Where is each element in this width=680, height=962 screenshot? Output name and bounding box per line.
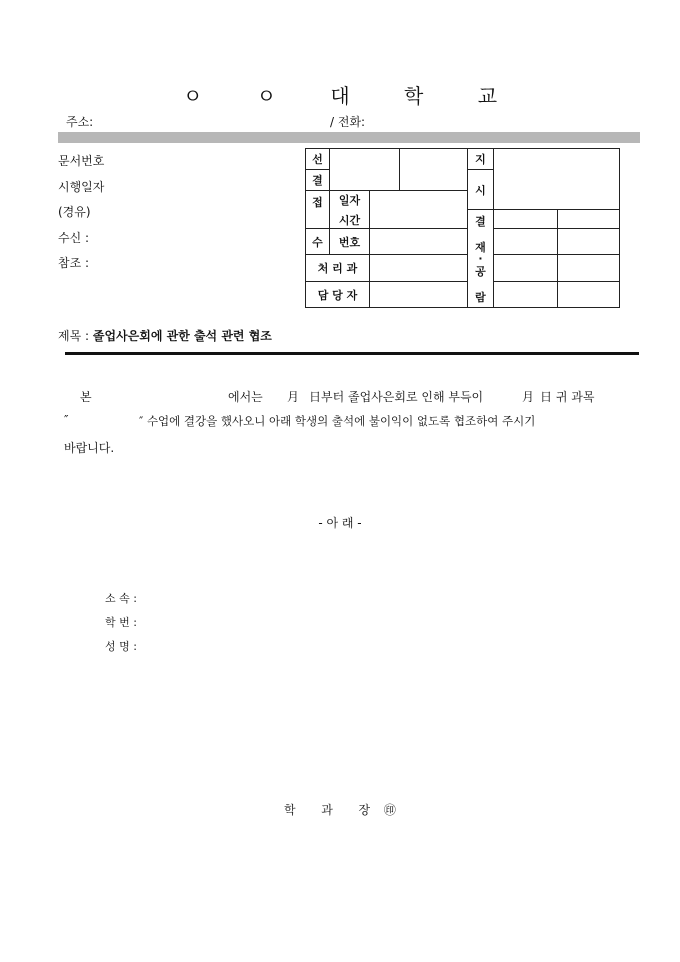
- gyeol2-char: 결: [475, 214, 486, 228]
- approval-cell-3b: [558, 255, 620, 282]
- doc-number-label: 문서번호: [58, 154, 105, 168]
- si-cell: 시: [468, 170, 494, 210]
- su-cell: 수: [306, 229, 330, 255]
- jae-char: 재: [475, 240, 486, 254]
- date-label: 일자: [338, 193, 361, 207]
- body-l1-b: 에서는: [228, 390, 263, 404]
- body-l3: 바랍니다.: [64, 441, 115, 455]
- subject-text: 졸업사은회에 관한 출석 관련 협조: [92, 329, 272, 343]
- ji-cell: 지: [468, 149, 494, 170]
- dot-char: ·: [478, 251, 483, 265]
- approval-cell-2b: [558, 229, 620, 255]
- gyeol-cell: 결: [306, 170, 330, 191]
- approval-cell-4b: [558, 282, 620, 308]
- body-l1-c: 月: [287, 390, 300, 404]
- approval-cell-4a: [494, 282, 558, 308]
- person-blank: [370, 282, 468, 308]
- approval-cell-3a: [494, 255, 558, 282]
- seon-blank-1: [330, 149, 400, 191]
- approval-cell-2a: [494, 229, 558, 255]
- instruction-blank: [494, 149, 620, 210]
- signer-title: 학 과 장: [284, 803, 377, 817]
- affiliation-label: 소 속 :: [105, 592, 137, 605]
- body-l1-e: 月: [522, 390, 535, 404]
- ram-char: 람: [475, 290, 486, 304]
- title-char-5: 교: [477, 84, 498, 108]
- title-char-4: 학: [404, 84, 424, 108]
- body-l1-f: 日 귀 과목: [540, 390, 595, 404]
- enforce-date-label: 시행일자: [58, 180, 105, 194]
- approval-table: [305, 148, 620, 308]
- phone-label: / 전화:: [330, 115, 366, 129]
- document-title: [0, 80, 680, 109]
- reference-label: 참조 :: [58, 256, 90, 270]
- divider-rule: [65, 352, 639, 355]
- title-char-3: 대: [330, 84, 350, 108]
- address-label: 주소:: [66, 115, 94, 129]
- subject-label: 제목 :: [58, 329, 90, 343]
- person-label: 담 당 자: [306, 282, 370, 308]
- seon-cell: 선: [306, 149, 330, 170]
- seon-blank-2: [400, 149, 468, 191]
- approval-vertical-label: [468, 210, 494, 308]
- name-label: 성 명 :: [105, 640, 137, 653]
- datetime-blank: [370, 191, 468, 229]
- body-l2-a: ″: [64, 413, 69, 427]
- seal-icon: ㊞: [383, 803, 396, 817]
- subject-line: [58, 327, 272, 344]
- body-l2-b: ″ 수업에 결강을 했사오니 아래 학생의 출석에 불이익이 없도록 협조하여 주시기: [139, 414, 536, 428]
- number-blank: [370, 229, 468, 255]
- approval-cell-1a: [494, 210, 558, 229]
- below-heading: - 아 래 -: [318, 516, 362, 530]
- title-char-1: ㅇ: [182, 84, 203, 108]
- body-l1-a: 본: [80, 390, 92, 404]
- recipient-label: 수신 :: [58, 231, 90, 245]
- datetime-label: [330, 191, 370, 229]
- header-band: [58, 132, 640, 143]
- process-dept-blank: [370, 255, 468, 282]
- signer-line: [0, 801, 680, 818]
- number-label: 번호: [330, 229, 370, 255]
- gong-char: 공: [475, 264, 486, 278]
- student-id-label: 학 번 :: [105, 616, 137, 629]
- process-dept-label: 처 리 과: [306, 255, 370, 282]
- jeop-cell: 접: [306, 191, 330, 229]
- approval-cell-1b: [558, 210, 620, 229]
- via-label: (경유): [58, 205, 91, 219]
- time-label: 시간: [338, 213, 361, 227]
- body-l1-d: 日부터 졸업사은회로 인해 부득이: [309, 390, 484, 404]
- title-char-2: ㅇ: [256, 84, 276, 108]
